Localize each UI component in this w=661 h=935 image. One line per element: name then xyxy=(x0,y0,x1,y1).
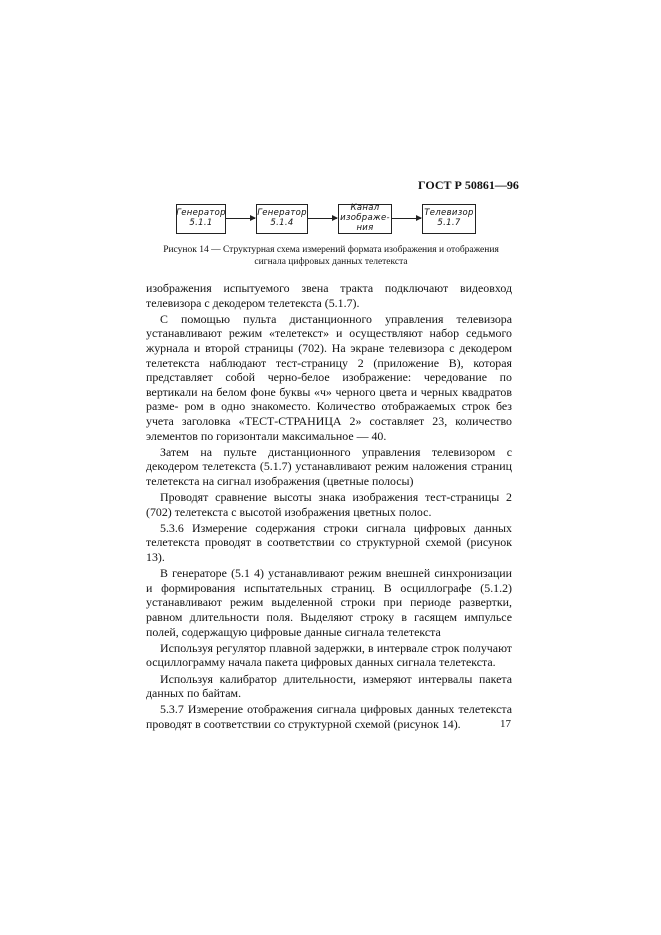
paragraph: Используя регулятор плавной задержки, в интервале строк получают осциллограмму начала пакета цифровых данных сигнала телетекста. xyxy=(146,640,512,670)
block-ref: 5.1.4 xyxy=(270,218,294,228)
block-label-2: изображе- xyxy=(340,213,390,224)
block-label: Канал xyxy=(350,203,380,214)
paragraph: С помощью пульта дистанционного управления телевизора устанавливают режим «телетекст» и осуществляют набор седьмого журнала и второй страницы (702). На экране телевизора с декодером телетекста наблюдают тест-страницу 2 (приложение В), которая представляет собой черно-белое изображение: чередование по вертикали на белом фоне буквы «ч» черного цвета и черных квадратов разме- ром в одно знакоместо. Количество отображаемых строк без учета заголовка «ТЕСТ-СТРАНИЦА 2» составляет 23, количество элементов по горизонтали максимальное — 40. xyxy=(146,311,512,443)
caption-line-2: сигнала цифровых данных телетекста xyxy=(254,257,408,267)
paragraph: изображения испытуемого звена тракта подключают видеовход телевизора с декодером телетекста (5.1.7). xyxy=(146,281,512,310)
paragraph: 5.3.7 Измерение отображения сигнала цифровых данных телетекста проводят в соответствии со структурной схемой (рисунок 14). xyxy=(146,702,512,731)
paragraph: Затем на пульте дистанционного управления телевизором с декодером телетекста (5.1.7) устанавливают режим наложения страниц телетекста на сигнал изображения (цветные полосы) xyxy=(146,444,512,488)
arrow-2 xyxy=(307,218,337,219)
image-channel-block xyxy=(338,204,392,234)
block-label: Генератор xyxy=(257,208,307,219)
paragraph: В генераторе (5.1 4) устанавливают режим внешней синхронизации и формирования испытательных страниц. В осциллографе (5.1.2) устанавливают режим выделенной строки при периоде развертки, равном длительности поля. Выделяют строку в гасящем импульсе полей, содержащую цифровые данные сигнала телетекста xyxy=(146,566,512,639)
block-label-3: ния xyxy=(356,222,374,233)
body-text xyxy=(146,281,512,733)
block-diagram xyxy=(170,198,510,242)
figure-caption xyxy=(146,244,516,268)
block-ref: 5.1.7 xyxy=(437,218,461,228)
block-label: Телевизор xyxy=(424,208,474,219)
standard-header: ГОСТ Р 50861—96 xyxy=(418,178,519,192)
tv-5-1-7-block xyxy=(422,204,476,234)
block-ref: 5.1.1 xyxy=(189,218,213,228)
arrow-3 xyxy=(391,218,421,219)
generator-5-1-4-block xyxy=(256,204,308,234)
caption-line-1: Рисунок 14 — Структурная схема измерений формата изображения и отображения xyxy=(163,245,499,255)
arrow-1 xyxy=(225,218,255,219)
paragraph: 5.3.6 Измерение содержания строки сигнала цифровых данных телетекста проводят в соответствии со структурной схемой (рисунок 13). xyxy=(146,520,512,565)
page-number: 17 xyxy=(500,718,511,730)
block-label: Генератор xyxy=(176,208,226,219)
generator-5-1-1-block xyxy=(176,204,226,234)
paragraph: Используя калибратор длительности, измеряют интервалы пакета данных по байтам. xyxy=(146,671,512,701)
paragraph: Проводят сравнение высоты знака изображения тест-страницы 2 (702) телетекста с высотой изображения цветных полос. xyxy=(146,490,512,519)
